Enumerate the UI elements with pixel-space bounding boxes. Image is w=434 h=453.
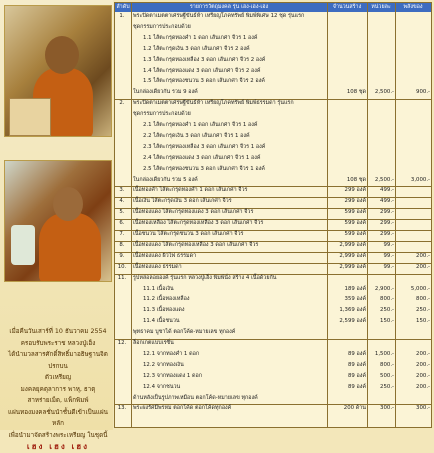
caption-line: เพื่อนำมาจัดสร้างพระเหรียญ ในชุดนี้ <box>8 431 108 439</box>
cell-no: 2. <box>119 100 125 107</box>
cell-q: 189 องค์ <box>344 285 366 292</box>
cell-q: 299 องค์ <box>344 187 366 194</box>
cell-p: 499.- <box>380 187 394 194</box>
table-header <box>115 3 431 12</box>
cell-item: 2.5 ไส้ตะกรุดทองชนวน 3 ดอก เส้นเกศา จีวร 1 องค์ <box>143 165 265 172</box>
cell-no: 8. <box>119 241 125 248</box>
cell-item: ชุดกรรมการประกอบด้วย <box>133 111 191 118</box>
cell-item: พุทธาคม บูชาได้ ตอกโค้ด-หมายเลข ทุกองค์ <box>133 329 236 336</box>
cell-p: 800.- <box>380 361 394 368</box>
header-item: รายการวัตถุมงคล รุ่น เฮง-เฮง-เฮง <box>189 4 269 10</box>
cell-q: 599 องค์ <box>344 231 366 237</box>
caption-title: เฮง เฮง เฮง <box>26 442 90 451</box>
cell-s: 200.- <box>416 252 430 259</box>
cell-q: 2,999 องค์ <box>339 263 366 270</box>
cell-p: 2,500.- <box>374 89 394 96</box>
cell-no: 7. <box>119 231 125 237</box>
cell-p: 299.- <box>380 209 394 216</box>
header-price: หน่วยละ <box>371 4 391 10</box>
cell-item: รูปหล่อลอยองค์ รุ่นแรก หลวงปู่เฮ็ง พิมพ์นั่ง สร้าง 4 เนื้อด้วยกัน <box>133 274 277 281</box>
cell-p: 1,500.- <box>374 350 394 357</box>
cell-item: 12.2 จากทองเงิน <box>143 361 184 368</box>
cell-item: 1.5 ไส้ตะกรุดทองชนวน 3 ดอก เส้นเกศา จีวร 2 องค์ <box>143 78 265 85</box>
cell-no: 5. <box>119 209 125 216</box>
jar-shape <box>11 225 35 265</box>
cell-s: 200.- <box>416 383 430 390</box>
cell-item: 12.4 จากชนวน <box>143 383 181 390</box>
monk-head <box>45 36 79 74</box>
cell-q: 89 องค์ <box>347 372 366 379</box>
cell-q: 108 ชุด <box>346 176 366 183</box>
cell-q: 2,599 องค์ <box>339 318 366 325</box>
col-divider <box>131 3 132 427</box>
cell-item: 11.1 เนื้อเงิน <box>143 285 174 292</box>
header-total: พลังของ <box>403 4 423 10</box>
cell-s: 200.- <box>416 361 430 368</box>
cell-item: 1.3 ไส้ตะกรุดทองเหลือง 3 ดอก เส้นเกศา จีวร 2 องค์ <box>143 56 266 63</box>
cell-item: 1.2 ไส้ตะกรุดเงิน 3 ดอก เส้นเกศา จีวร 2 องค์ <box>143 45 250 52</box>
cell-q: 200 ด้าน <box>343 405 366 412</box>
cell-p: 99.- <box>383 241 394 248</box>
caption-line: ครอบรับพระราช หลวงปู่เฮ็ง <box>20 339 96 347</box>
cell-s: 300.- <box>416 405 430 412</box>
cell-s: 900.- <box>416 89 430 96</box>
cell-item: ในกล่องเดียวกัน รวม 9 องค์ <box>133 89 198 96</box>
cell-item: เนื้อทองเหลือง ไส้ตะกรุดทองเหลือง 3 ดอก เส้นเกศา จีวร <box>133 220 264 227</box>
cell-no: 10. <box>117 263 127 270</box>
caption-line: ตัวเหรียญ <box>44 374 72 381</box>
cell-item: 2.2 ไส้ตะกรุดเงิน 3 ดอก เส้นเกศา จีวร 1 องค์ <box>143 132 250 139</box>
cell-p: 299.- <box>380 231 394 237</box>
header-qty: จำนวนสร้าง <box>332 4 362 10</box>
caption-block <box>6 326 110 453</box>
col-divider <box>327 3 328 427</box>
robe-shape-2 <box>39 213 101 282</box>
cell-p: 2,900.- <box>374 285 394 292</box>
caption-line: แผ่นทองมงคลชั่นนำชั้นดีเข้าเป็นแผ่นหลัก <box>8 408 108 427</box>
cell-q: 1,369 องค์ <box>339 307 366 314</box>
cell-item: 1.4 ไส้ตะกรุดทองแดง 3 ดอก เส้นเกศา จีวร 2 องค์ <box>143 67 261 74</box>
cell-item: 1.1 ไส้ตะกรุดทองคำ 1 ดอก เส้นเกศา จีวร 1 องค์ <box>143 34 258 41</box>
cell-item: เนื้อทองแดง ผิวไฟ ธรรมดา <box>133 252 197 259</box>
cell-s: 250.- <box>416 307 430 314</box>
caption-line: สาหร่ายเม็ด, แพ็กพิมพ์ <box>27 397 89 404</box>
header-no: ลำดับ <box>116 4 130 10</box>
cell-item: เนื้อทองแดง ธรรมดา <box>133 263 182 270</box>
left-panel <box>0 0 113 451</box>
cell-s: 200.- <box>416 350 430 357</box>
cell-no: 6. <box>119 220 125 227</box>
cell-no: 11. <box>117 274 127 281</box>
cell-p: 2,500.- <box>374 176 394 183</box>
cell-item: ด้านหลังเป็นรูปภาพเหมือน ตอกโค้ด-หมายเลข ทุกองค์ <box>133 394 258 401</box>
cell-item: เนื้อทองแดง ไส้ตะกรุดทองแดง 3 ดอก เส้นเกศา จีวร <box>133 209 254 216</box>
cell-s: 200.- <box>416 263 430 270</box>
cell-q: 299 องค์ <box>344 198 366 205</box>
paper-box <box>9 98 51 136</box>
cell-p: 99.- <box>383 252 394 259</box>
cell-p: 800.- <box>380 296 394 303</box>
cell-item: พระปิดตาเมตตาเศรษฐีขันธ์ห้า เหรียญโภคทรัพย์ พิมพ์พิเศษ 12 ชุด รุ่นแรก <box>133 13 305 19</box>
cell-item: ในกล่องเดียวกัน รวม 5 องค์ <box>133 176 198 183</box>
cell-item: เนื้อชนวน ไส้ตะกรุดชนวน 3 ดอก เส้นเกศา จีวร <box>133 231 244 237</box>
cell-p: 250.- <box>380 307 394 314</box>
cell-no: 1. <box>119 13 125 19</box>
cell-item: พระผงรัศมีพรหม ตอกโค้ด ตอกโค้ดทุกองค์ <box>133 405 232 412</box>
cell-item: 11.3 เนื้อทองแดง <box>143 307 185 314</box>
cell-s: 800.- <box>416 296 430 303</box>
monk-photo-bottom <box>4 160 112 282</box>
cell-item: 12.1 จากทองคำ 1 ดอก <box>143 350 200 357</box>
cell-q: 89 องค์ <box>347 361 366 368</box>
cell-no: 9. <box>119 252 125 259</box>
cell-s: 150.- <box>416 318 430 325</box>
cell-s: 5,000.- <box>410 285 430 292</box>
monk-head-2 <box>53 187 83 221</box>
cell-item: ล็อกเกตแบบเรซิ่น <box>133 340 174 346</box>
cell-q: 2,999 องค์ <box>339 252 366 259</box>
cell-item: 2.3 ไส้ตะกรุดทองเหลือง 3 ดอก เส้นเกศา จีวร 1 องค์ <box>143 143 266 150</box>
cell-item: เนื้อทองแดง ไส้ตะกรุดทองเหลือง 3 ดอก เส้นเกศา จีวร <box>133 241 259 248</box>
cell-no: 13. <box>117 405 127 412</box>
cell-item: ชุดกรรมการประกอบด้วย <box>133 23 191 30</box>
cell-no: 4. <box>119 198 125 205</box>
cell-no: 12. <box>117 340 127 346</box>
cell-item: เนื้อเงิน ไส้ตะกรุดเงิน 3 ดอก เส้นเกศา จีวร <box>133 198 232 205</box>
col-divider <box>367 3 368 427</box>
cell-item: 2.4 ไส้ตะกรุดทองแดง 3 ดอก เส้นเกศา จีวร 1 องค์ <box>143 154 261 161</box>
cell-q: 599 องค์ <box>344 220 366 227</box>
monk-photo-top <box>4 5 112 137</box>
cell-s: 3,000.- <box>410 176 430 183</box>
cell-item: 11.4 เนื้อชนวน <box>143 318 180 325</box>
cell-p: 300.- <box>380 405 394 412</box>
cell-p: 299.- <box>380 220 394 227</box>
cell-p: 500.- <box>380 372 394 379</box>
caption-line: เมื่อคืนวันเสาร์ที่ 10 ธันวาคม 2554 <box>9 328 107 335</box>
cell-q: 599 องค์ <box>344 209 366 216</box>
cell-item: 12.3 จากทองแดง 1 ดอก <box>143 372 203 379</box>
cell-q: 359 องค์ <box>344 296 366 303</box>
price-table <box>114 2 432 428</box>
cell-q: 89 องค์ <box>347 383 366 390</box>
cell-q: 2,999 องค์ <box>339 241 366 248</box>
cell-q: 108 ชุด <box>346 89 366 96</box>
cell-no: 3. <box>119 187 125 194</box>
cell-item: เนื้อทองคำ ไส้ตะกรุดทองคำ 1 ดอก เส้นเกศา จีวร <box>133 187 248 194</box>
col-divider <box>395 3 396 427</box>
caption-line: ได้นำมวลสารศักดิ์สิทธิ์มาอธิษฐานจิตปรกบน <box>8 351 108 370</box>
cell-q: 89 องค์ <box>347 350 366 357</box>
cell-item: 11.2 เนื้อทองเหลือง <box>143 296 190 303</box>
cell-s: 200.- <box>416 372 430 379</box>
cell-item: 2.1 ไส้ตะกรุดทองคำ 1 ดอก เส้นเกศา จีวร 1 องค์ <box>143 122 258 128</box>
cell-p: 99.- <box>383 263 394 270</box>
cell-p: 499.- <box>380 198 394 205</box>
cell-p: 150.- <box>380 318 394 325</box>
caption-line: มงคลยุคตุลาการ พาหุ, ธาตุ <box>20 385 96 393</box>
cell-item: พระปิดตาเมตตาเศรษฐีขันธ์ห้า เหรียญโภคทรัพย์ พิมพ์ธรรมดา รุ่นแรก <box>133 100 294 107</box>
cell-p: 250.- <box>380 383 394 390</box>
